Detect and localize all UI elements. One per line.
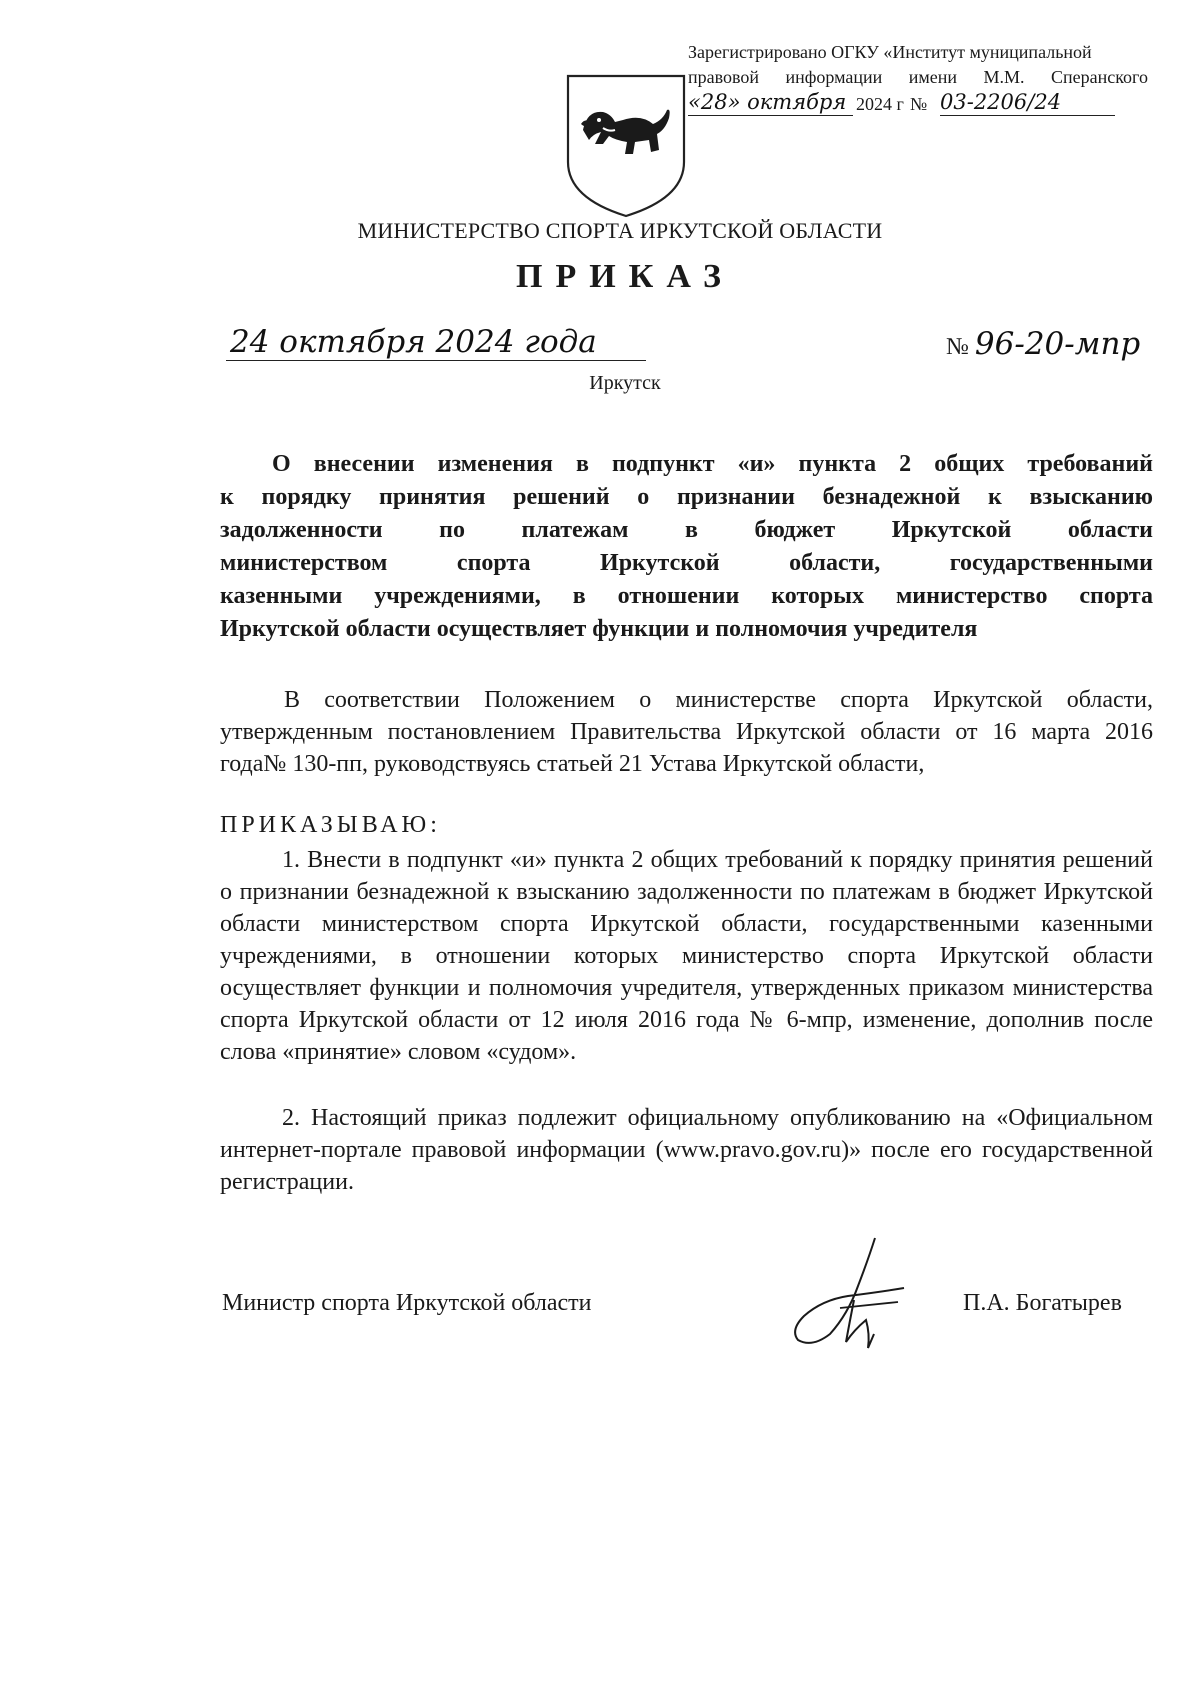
title-line: О внесении изменения в подпункт «и» пункта 2 общих требований bbox=[272, 451, 1153, 477]
title-line: Иркутской области осуществляет функции и полномочия учредителя bbox=[220, 616, 978, 642]
title-line: министерством спорта Иркутской области, государственными bbox=[220, 550, 1153, 576]
order-date-handwritten: 24 октября 2024 года bbox=[230, 324, 597, 360]
order-item-1: 1. Внести в подпункт «и» пункта 2 общих требований к порядку принятия решений о признании безнадежной к взысканию задолженности по платежам в бюджет Иркутской области министерством спорта Иркутской области, государственными казенными учреждениями, в отношении которых министерство спорта Иркутской области осуществляет функции и полномочия учредителя, утвержденных приказом министерства спорта Иркутской области от 12 июля 2016 года № 6-мпр, изменение, дополнив после слова «принятие» словом «судом». bbox=[220, 847, 1153, 1065]
registration-stamp bbox=[688, 40, 1148, 120]
ministry-name: МИНИСТЕРСТВО СПОРТА ИРКУТСКОЙ ОБЛАСТИ bbox=[357, 218, 883, 243]
order-title bbox=[220, 448, 1153, 646]
registration-number-label: № bbox=[910, 94, 928, 114]
registration-year: 2024 г bbox=[856, 94, 904, 114]
coat-of-arms-icon bbox=[563, 70, 689, 220]
preamble-paragraph: В соответствии Положением о министерстве спорта Иркутской области, утвержденным постановлением Правительства Иркутской области от 16 марта 2016 года№ 130-пп, руководствуясь статьей 21 Устава Иркутской области, bbox=[220, 687, 1153, 777]
handwritten-signature-icon bbox=[770, 1230, 950, 1360]
document-type: ПРИКАЗ bbox=[516, 258, 734, 295]
order-date-underline bbox=[226, 360, 646, 361]
order-number-handwritten: 96-20-мпр bbox=[974, 326, 1141, 362]
order-word: ПРИКАЗЫВАЮ: bbox=[220, 812, 441, 838]
order-item-2: 2. Настоящий приказ подлежит официальному опубликованию на «Официальном интернет-портале правовой информации (www.pravo.gov.ru)» после его государственной регистрации. bbox=[220, 1105, 1153, 1195]
order-city: Иркутск bbox=[589, 372, 661, 394]
signatory-name: П.А. Богатырев bbox=[963, 1290, 1122, 1316]
registration-line-1: Зарегистрировано ОГКУ «Институт муниципальной bbox=[688, 42, 1092, 62]
order-number-label: № bbox=[946, 334, 969, 360]
signatory-position: Министр спорта Иркутской области bbox=[222, 1290, 592, 1316]
order-number bbox=[946, 326, 1140, 362]
registration-line-3 bbox=[688, 90, 1148, 120]
title-line: к порядку принятия решений о признании безнадежной к взысканию bbox=[220, 484, 1153, 510]
registration-line-2: правовой информации имени М.М. Сперанского bbox=[688, 67, 1148, 87]
registration-date-handwritten: «28» октября bbox=[688, 90, 853, 116]
registration-number-handwritten: 03-2206/24 bbox=[940, 90, 1115, 116]
title-line: казенными учреждениями, в отношении которых министерство спорта bbox=[220, 583, 1153, 609]
title-line: задолженности по платежам в бюджет Иркутской области bbox=[220, 517, 1153, 543]
